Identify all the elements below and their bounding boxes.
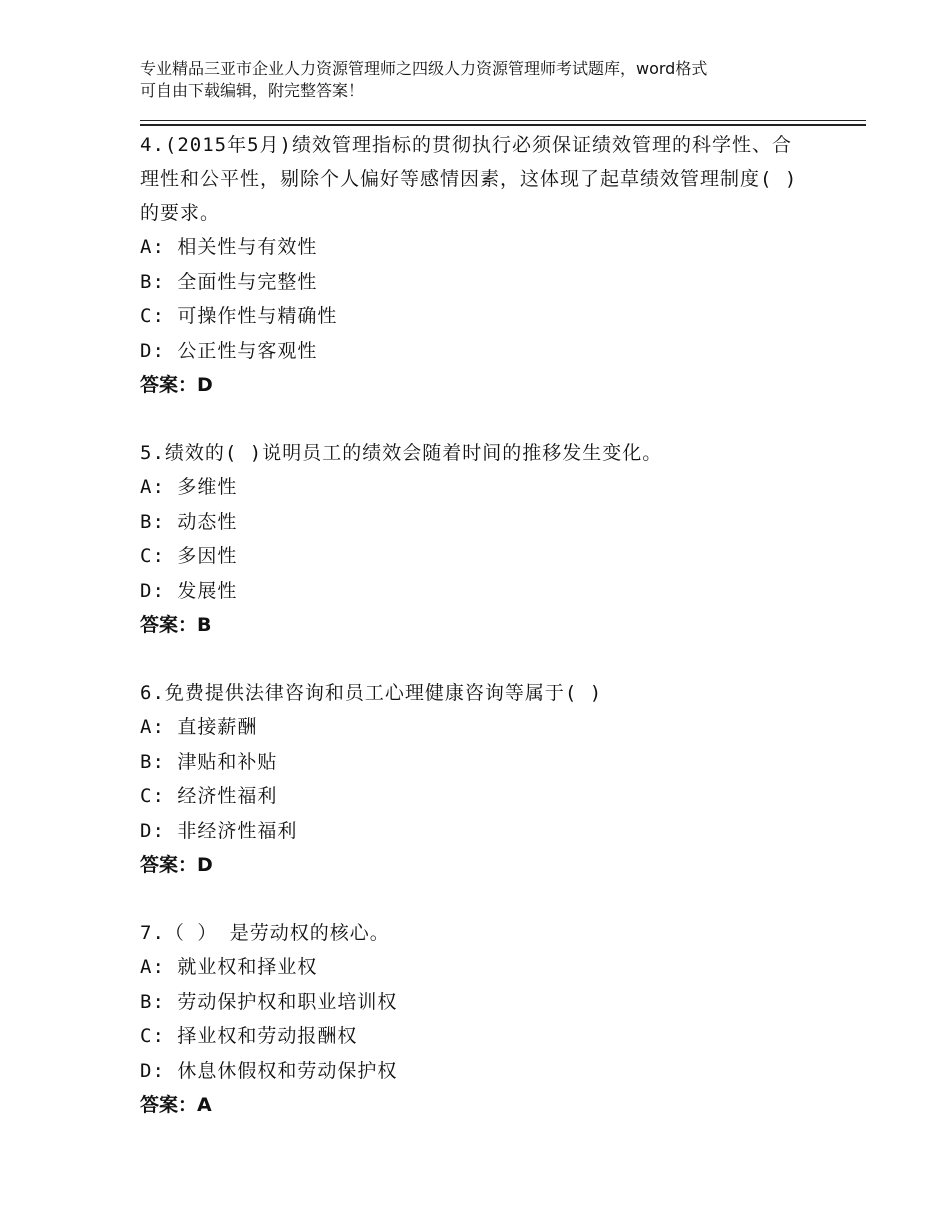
option-b: B: 劳动保护权和职业培训权 bbox=[140, 990, 398, 1013]
option-c: C: 多因性 bbox=[140, 545, 238, 567]
header-divider-thin bbox=[140, 120, 866, 121]
option-a: A: 就业权和择业权 bbox=[140, 956, 318, 978]
question-spacer bbox=[140, 642, 840, 676]
question-4 bbox=[140, 128, 840, 402]
option-d: D: 公正性与客观性 bbox=[140, 339, 318, 362]
option-b: B: 动态性 bbox=[140, 510, 238, 533]
option-b: B: 全面性与完整性 bbox=[140, 270, 318, 293]
question-list bbox=[140, 128, 840, 1122]
question-7 bbox=[140, 916, 840, 1122]
question-spacer bbox=[140, 402, 840, 436]
question-stem: 4.(2015年5月)绩效管理指标的贯彻执行必须保证绩效管理的科学性、合理性和公平性，剔除个人偏好等感情因素，这体现了起草绩效管理制度( )的要求。 bbox=[140, 134, 798, 224]
option-d: D: 发展性 bbox=[140, 579, 238, 602]
option-a: A: 直接薪酬 bbox=[140, 716, 258, 738]
question-spacer bbox=[140, 882, 840, 916]
option-a: A: 相关性与有效性 bbox=[140, 236, 318, 258]
option-c: C: 择业权和劳动报酬权 bbox=[140, 1025, 358, 1047]
option-c: C: 经济性福利 bbox=[140, 785, 278, 807]
answer-line: 答案：A bbox=[140, 1094, 212, 1116]
question-stem: 7.（ ） 是劳动权的核心。 bbox=[140, 922, 390, 944]
option-a: A: 多维性 bbox=[140, 476, 238, 498]
question-5 bbox=[140, 436, 840, 642]
option-b: B: 津贴和补贴 bbox=[140, 750, 278, 773]
header-line-2: 可自由下载编辑，附完整答案！ bbox=[140, 81, 365, 100]
option-d: D: 非经济性福利 bbox=[140, 819, 298, 842]
answer-line: 答案：B bbox=[140, 614, 212, 636]
question-stem: 5.绩效的( )说明员工的绩效会随着时间的推移发生变化。 bbox=[140, 442, 663, 464]
document-header bbox=[140, 58, 820, 102]
header-divider-thick bbox=[140, 124, 866, 126]
answer-line: 答案：D bbox=[140, 374, 213, 396]
option-c: C: 可操作性与精确性 bbox=[140, 305, 338, 327]
header-line-1: 专业精品三亚市企业人力资源管理师之四级人力资源管理师考试题库，word格式 bbox=[140, 59, 708, 78]
answer-line: 答案：D bbox=[140, 854, 213, 876]
option-d: D: 休息休假权和劳动保护权 bbox=[140, 1059, 398, 1082]
question-stem: 6.免费提供法律咨询和员工心理健康咨询等属于( ) bbox=[140, 682, 603, 704]
question-6 bbox=[140, 676, 840, 882]
